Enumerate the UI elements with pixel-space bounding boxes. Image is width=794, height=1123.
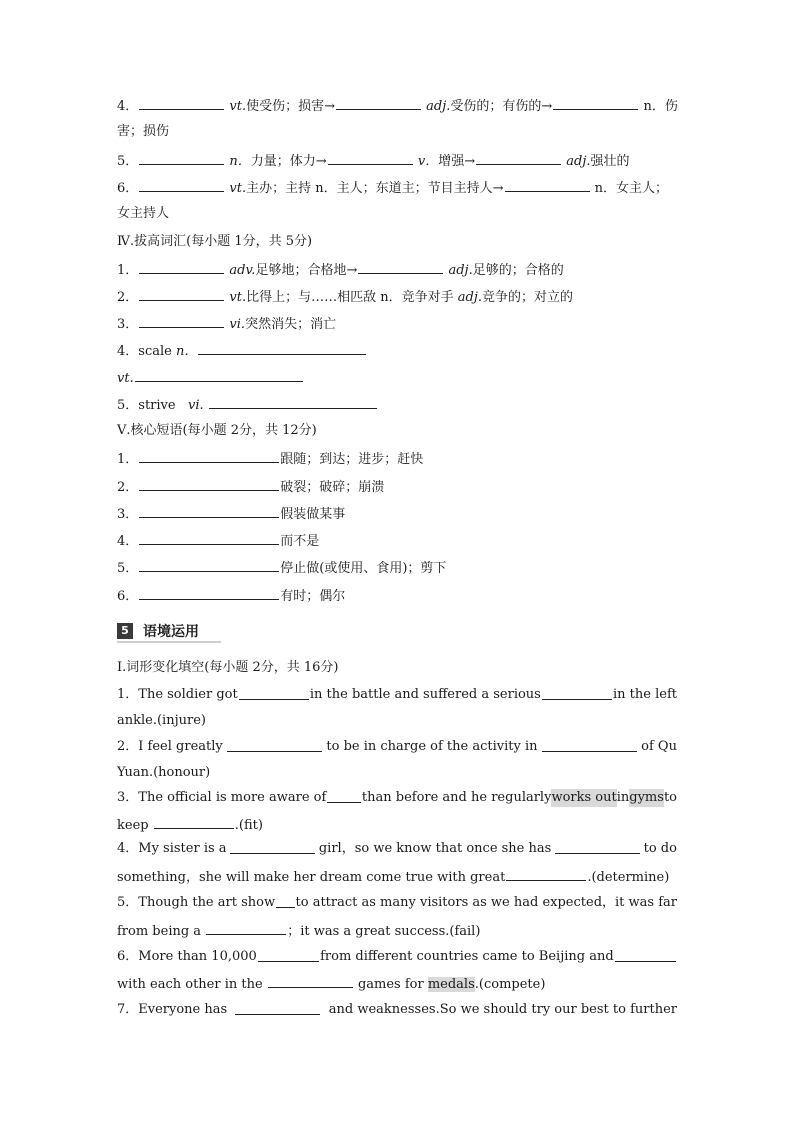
answer-blank[interactable] <box>553 96 638 110</box>
question-3-wrap: keep .(fit) <box>117 815 677 835</box>
answer-blank[interactable] <box>139 96 224 110</box>
question-4: 4．My sister is a girl，so we know that once she has to do <box>117 841 677 856</box>
phrase-item: 1． 跟随；到达；进步；赶快 <box>117 449 677 469</box>
phrase-item: 3． 假装做某事 <box>117 504 677 524</box>
answer-blank[interactable] <box>139 314 224 328</box>
answer-blank[interactable] <box>139 477 279 491</box>
question-2: 2．I feel greatly to be in charge of the activity in of Qu <box>117 739 677 754</box>
question-1-wrap: ankle.(injure) <box>117 713 206 728</box>
answer-blank[interactable] <box>505 178 590 192</box>
question-6-wrap: with each other in the games for medals.(compete) <box>117 974 677 994</box>
section-banner <box>117 622 221 642</box>
highlighted-word: medals <box>427 977 475 992</box>
answer-blank[interactable] <box>198 341 366 355</box>
section-number-icon: 5 <box>117 623 133 639</box>
question-3: 3．The official is more aware of than before and he regularly works out in gyms to <box>117 790 677 805</box>
answer-blank[interactable] <box>235 1001 320 1015</box>
question-2-wrap: Yuan.(honour) <box>117 765 211 780</box>
answer-blank[interactable] <box>139 449 279 463</box>
answer-blank[interactable] <box>555 840 640 854</box>
answer-blank[interactable] <box>227 738 322 752</box>
section-5-title: Ⅴ.核心短语(每小题 2分，共 12分) <box>117 423 317 438</box>
question-5: 5．Though the art show to attract as many visitors as we had expected，it was far <box>117 895 677 910</box>
answer-blank[interactable] <box>239 686 309 700</box>
highlighted-phrase: works out <box>551 790 617 805</box>
answer-blank[interactable] <box>336 96 421 110</box>
banner-title: 语境运用 <box>143 624 199 640</box>
question-4-wrap: something，she will make her dream come true with great .(determine) <box>117 867 677 887</box>
section-4-item-3: 3． vi.突然消失；消亡 <box>117 314 677 334</box>
section-i-title: Ⅰ.词形变化填空(每小题 2分，共 16分) <box>117 660 339 675</box>
answer-blank[interactable] <box>154 815 234 829</box>
answer-blank[interactable] <box>139 504 279 518</box>
answer-blank[interactable] <box>268 974 353 988</box>
answer-blank[interactable] <box>615 948 676 962</box>
answer-blank[interactable] <box>506 867 586 881</box>
answer-blank[interactable] <box>327 789 361 803</box>
answer-blank[interactable] <box>328 151 413 165</box>
answer-blank[interactable] <box>542 738 637 752</box>
phrase-item: 2． 破裂；破碎；崩溃 <box>117 477 677 497</box>
answer-blank[interactable] <box>209 395 377 409</box>
vocab-item-6: 6． vt.主办；主持 n．主人；东道主；节目主持人→ n．女主人； <box>117 178 677 198</box>
phrase-item: 4． 而不是 <box>117 531 677 551</box>
question-5-wrap: from being a ；it was a great success.(fail) <box>117 921 677 941</box>
answer-blank[interactable] <box>206 921 286 935</box>
answer-blank[interactable] <box>139 287 224 301</box>
highlighted-word: gyms <box>629 790 664 805</box>
phrase-item: 6． 有时；偶尔 <box>117 586 677 606</box>
answer-blank[interactable] <box>139 178 224 192</box>
answer-blank[interactable] <box>135 368 303 382</box>
answer-blank[interactable] <box>230 840 315 854</box>
section-4-item-1: 1． adv.足够地；合格地→ adj.足够的；合格的 <box>117 260 677 280</box>
section-4-item-4b: vt. <box>117 368 677 388</box>
answer-blank[interactable] <box>139 586 279 600</box>
phrase-item: 5． 停止做(或使用、食用)；剪下 <box>117 558 677 578</box>
section-4-title: Ⅳ.拔高词汇(每小题 1分，共 5分) <box>117 234 313 249</box>
answer-blank[interactable] <box>476 151 561 165</box>
vocab-item-6-wrap: 女主持人 <box>117 206 170 221</box>
answer-blank[interactable] <box>258 948 319 962</box>
banner-underline <box>117 641 221 643</box>
answer-blank[interactable] <box>139 151 224 165</box>
question-7: 7．Everyone has and weaknesses.So we should try our best to further <box>117 1002 677 1017</box>
vocab-item-4: 4． vt.使受伤；损害→ adj.受伤的；有伤的→ n．伤 <box>117 96 677 116</box>
answer-blank[interactable] <box>276 894 294 908</box>
answer-blank[interactable] <box>139 531 279 545</box>
answer-blank[interactable] <box>139 558 279 572</box>
section-4-item-2: 2． vt.比得上；与……相匹敌 n．竞争对手 adj.竞争的；对立的 <box>117 287 677 307</box>
answer-blank[interactable] <box>358 260 443 274</box>
section-4-item-5: 5．strive vi. <box>117 395 677 415</box>
answer-blank[interactable] <box>542 686 612 700</box>
question-1: 1．The soldier got in the battle and suffered a serious in the left <box>117 687 677 702</box>
section-4-item-4: 4．scale n． <box>117 341 677 361</box>
vocab-item-5: 5． n．力量；体力→ v．增强→ adj.强壮的 <box>117 151 677 171</box>
answer-blank[interactable] <box>139 260 224 274</box>
vocab-item-4-wrap: 害；损伤 <box>117 124 170 139</box>
question-6: 6．More than 10,000 from different countries came to Beijing and <box>117 948 677 966</box>
